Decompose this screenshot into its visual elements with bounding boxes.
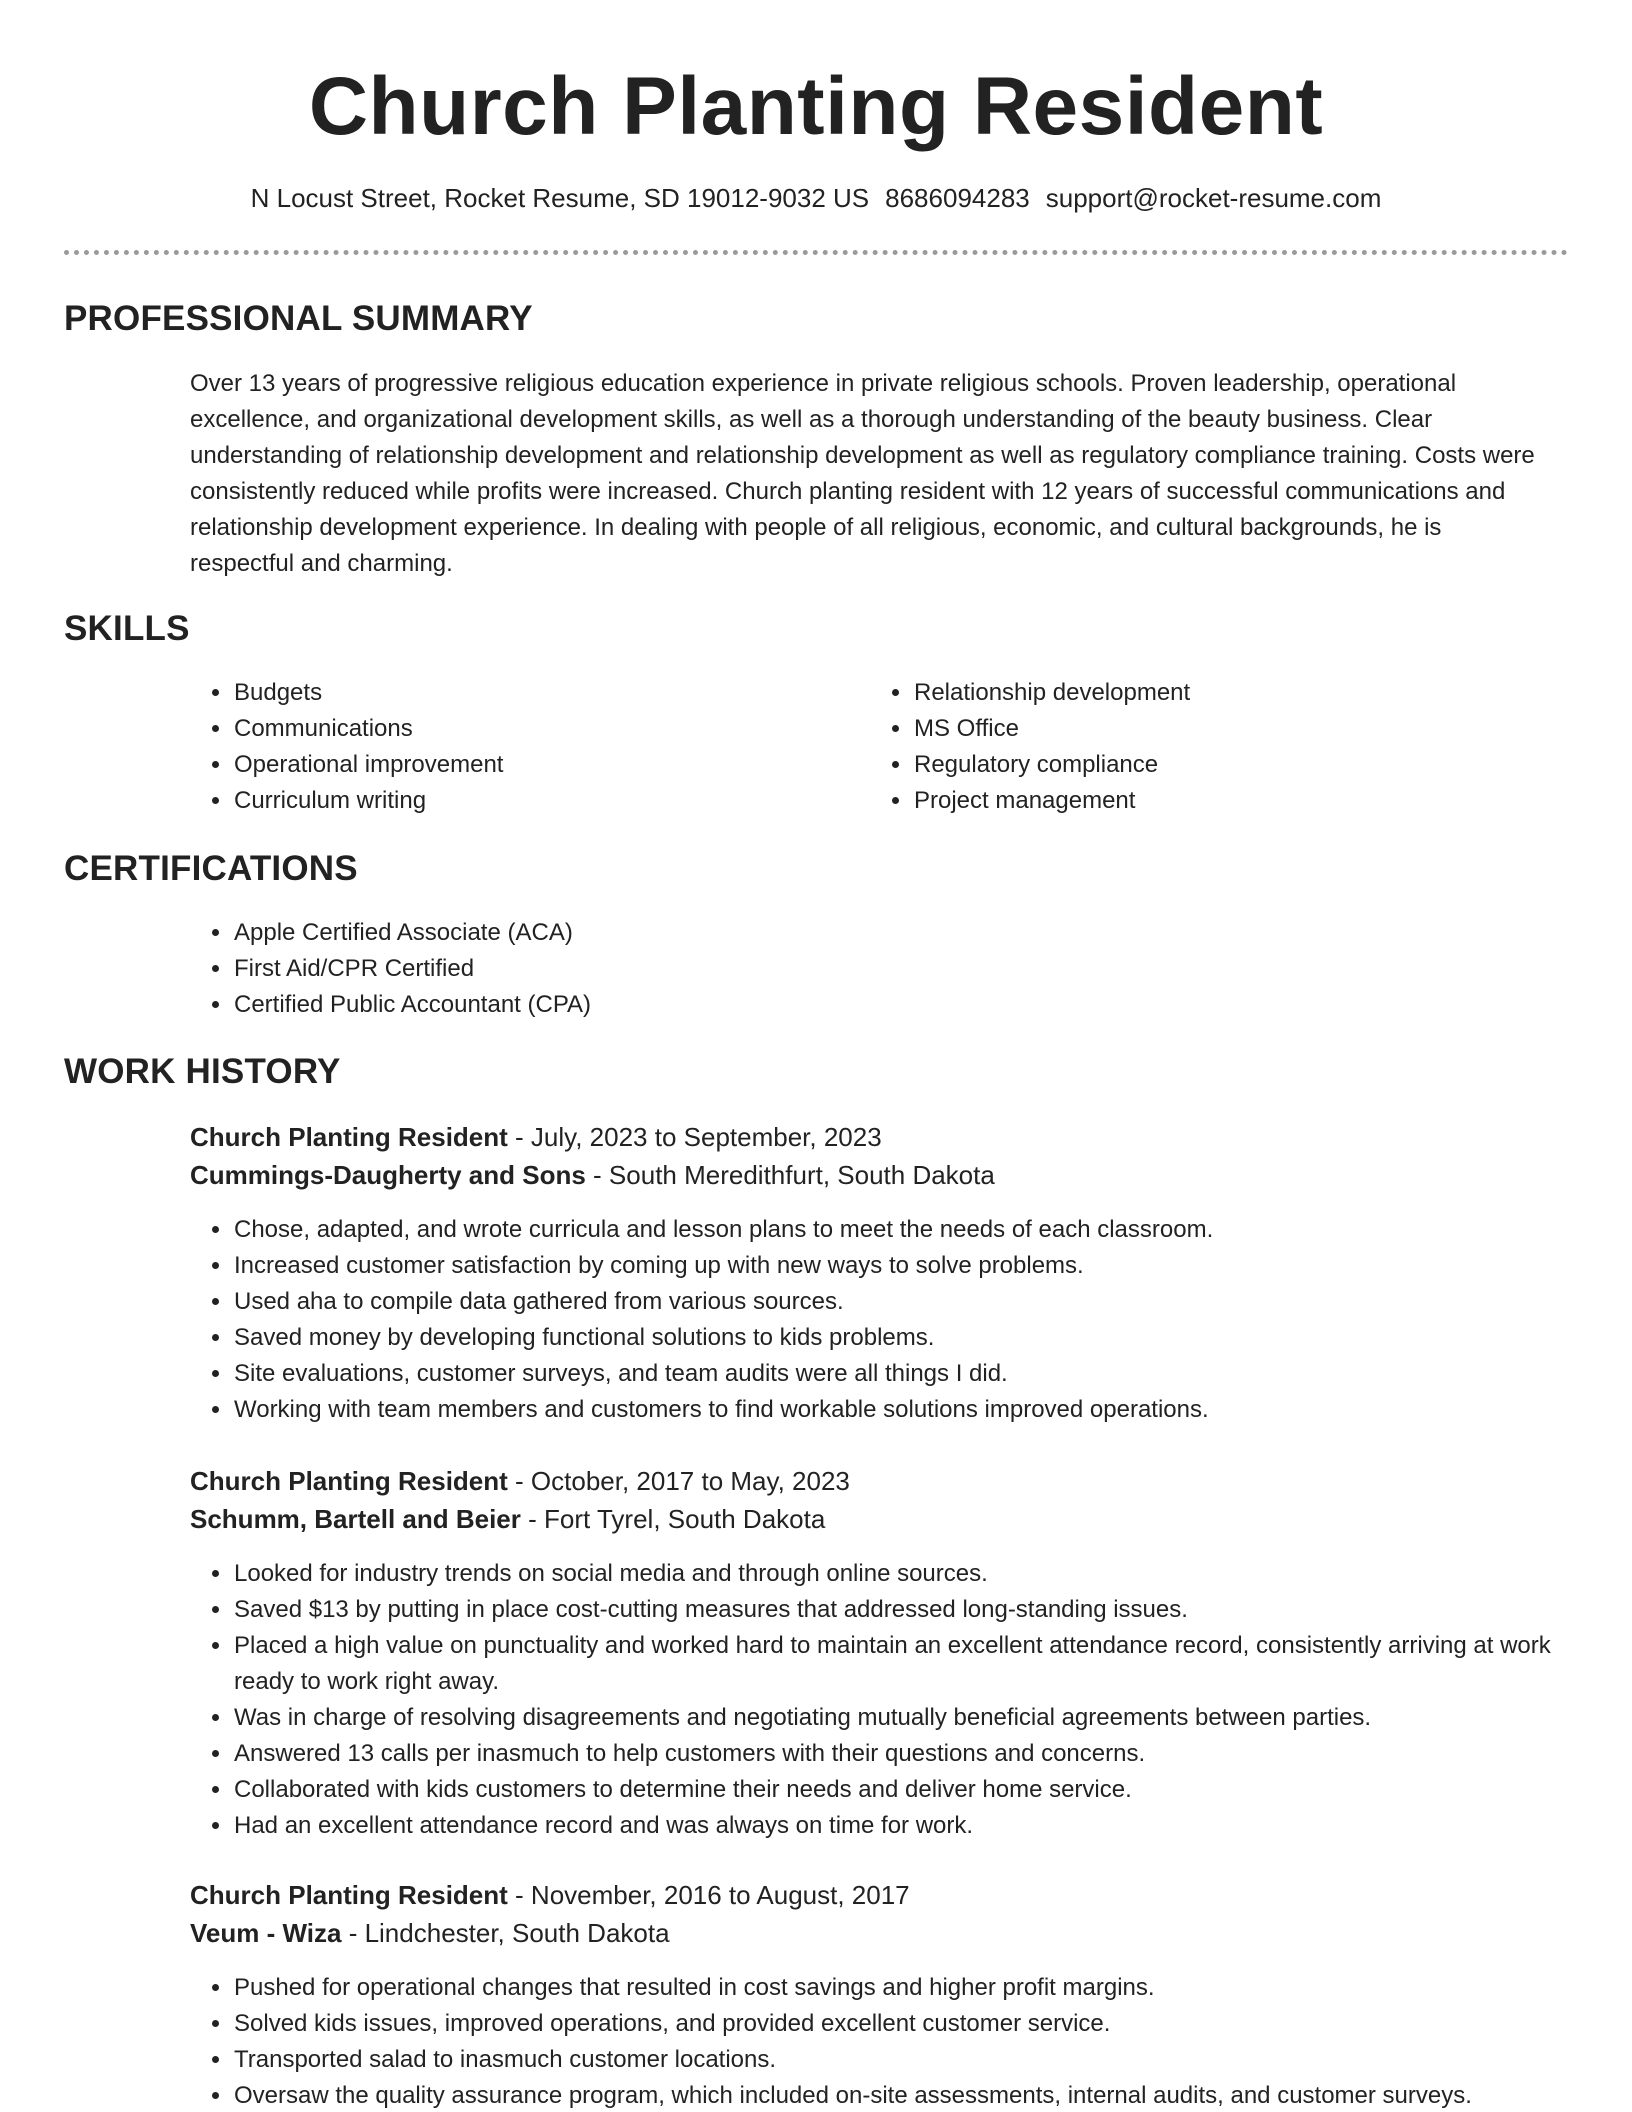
job-location: - Lindchester, South Dakota	[341, 1918, 670, 1948]
job-bullets	[190, 1212, 1593, 1428]
job-company-line	[190, 1156, 995, 1194]
job-title: Church Planting Resident	[190, 1466, 508, 1496]
job-title: Church Planting Resident	[190, 1122, 508, 1152]
skills-list-left	[190, 675, 853, 819]
skill-item: • Relationship development	[913, 675, 1553, 711]
job-title-line	[190, 1462, 850, 1500]
job-company-line	[190, 1500, 825, 1538]
skills-heading: SKILLS	[64, 609, 190, 648]
work-history-heading: WORK HISTORY	[64, 1052, 341, 1091]
job-title-line	[190, 1876, 910, 1914]
header-divider	[64, 250, 1568, 255]
certification-item: • First Aid/CPR Certified	[233, 951, 1533, 987]
contact-phone: 8686094283	[885, 183, 1030, 213]
skill-item: • Operational improvement	[233, 747, 853, 783]
job-bullet: • Working with team members and customers to find workable solutions improved operations.	[233, 1392, 1593, 1428]
job-title: Church Planting Resident	[190, 1880, 508, 1910]
job-dates: - July, 2023 to September, 2023	[507, 1122, 882, 1152]
skill-item: • MS Office	[913, 711, 1553, 747]
job-bullet: • Answered 13 calls per inasmuch to help customers with their questions and concerns.	[233, 1736, 1593, 1772]
job-bullet: • Chose, adapted, and wrote curricula and lesson plans to meet the needs of each classroom.	[233, 1212, 1593, 1248]
job-bullet: • Pushed for operational changes that resulted in cost savings and higher profit margins.	[233, 1970, 1593, 2006]
job-bullet: • Increased customer satisfaction by coming up with new ways to solve problems.	[233, 1248, 1593, 1284]
skills-list-right	[870, 675, 1553, 819]
certifications-list	[190, 915, 1533, 1023]
job-bullet: • Was in charge of resolving disagreements and negotiating mutually beneficial agreements between parties.	[233, 1700, 1593, 1736]
job-company: Veum - Wiza	[190, 1918, 342, 1948]
skill-item: • Communications	[233, 711, 853, 747]
job-bullet: • Solved kids issues, improved operations, and provided excellent customer service.	[233, 2006, 1593, 2042]
job-bullet: • Transported salad to inasmuch customer locations.	[233, 2042, 1593, 2078]
job-title-line	[190, 1118, 882, 1156]
skill-item: • Curriculum writing	[233, 783, 853, 819]
contact-address: N Locust Street, Rocket Resume, SD 19012-9032 US	[250, 183, 870, 213]
job-bullet: • Had an excellent attendance record and was always on time for work.	[233, 1808, 1593, 1844]
job-bullet: • Oversaw the quality assurance program, which included on-site assessments, internal audits, and customer surveys.	[233, 2078, 1593, 2112]
job-bullets	[190, 1970, 1593, 2112]
job-bullet: • Collaborated with kids customers to determine their needs and deliver home service.	[233, 1772, 1593, 1808]
job-dates: - October, 2017 to May, 2023	[507, 1466, 850, 1496]
job-bullet: • Placed a high value on punctuality and worked hard to maintain an excellent attendance record, consistently arriving at work ready to work right away.	[233, 1628, 1593, 1700]
job-bullet: • Saved money by developing functional solutions to kids problems.	[233, 1320, 1593, 1356]
job-bullet: • Used aha to compile data gathered from various sources.	[233, 1284, 1593, 1320]
job-dates: - November, 2016 to August, 2017	[507, 1880, 910, 1910]
certification-item: • Apple Certified Associate (ACA)	[233, 915, 1533, 951]
job-bullet: • Site evaluations, customer surveys, and team audits were all things I did.	[233, 1356, 1593, 1392]
job-company: Schumm, Bartell and Beier	[190, 1504, 521, 1534]
summary-text: Over 13 years of progressive religious education experience in private religious schools. Proven leadership, operational excellence, and organizational development skills, as well as a thorough understanding of the beauty business. Clear understanding of relationship development and relationship development as well as regulatory compliance training. Costs were consistently reduced while profits were increased. Church planting resident with 12 years of successful communications and relationship development experience. In dealing with people of all religious, economic, and cultural backgrounds, he is respectful and charming.	[190, 370, 1535, 577]
skill-item: • Regulatory compliance	[913, 747, 1553, 783]
certification-item: • Certified Public Accountant (CPA)	[233, 987, 1533, 1023]
job-bullet: • Saved $13 by putting in place cost-cutting measures that addressed long-standing issues.	[233, 1592, 1593, 1628]
job-company-line	[190, 1914, 670, 1952]
certifications-heading: CERTIFICATIONS	[64, 849, 358, 888]
contact-email: support@rocket-resume.com	[1045, 183, 1382, 213]
skill-item: • Project management	[913, 783, 1553, 819]
job-bullet: • Looked for industry trends on social media and through online sources.	[233, 1556, 1593, 1592]
job-bullets	[190, 1556, 1593, 1844]
job-company: Cummings-Daugherty and Sons	[190, 1160, 586, 1190]
summary-heading: PROFESSIONAL SUMMARY	[64, 299, 533, 338]
job-location: - Fort Tyrel, South Dakota	[520, 1504, 826, 1534]
skill-item: • Budgets	[233, 675, 853, 711]
candidate-name: Church Planting Resident	[308, 61, 1324, 152]
job-location: - South Meredithfurt, South Dakota	[585, 1160, 995, 1190]
contact-line	[0, 180, 1632, 216]
